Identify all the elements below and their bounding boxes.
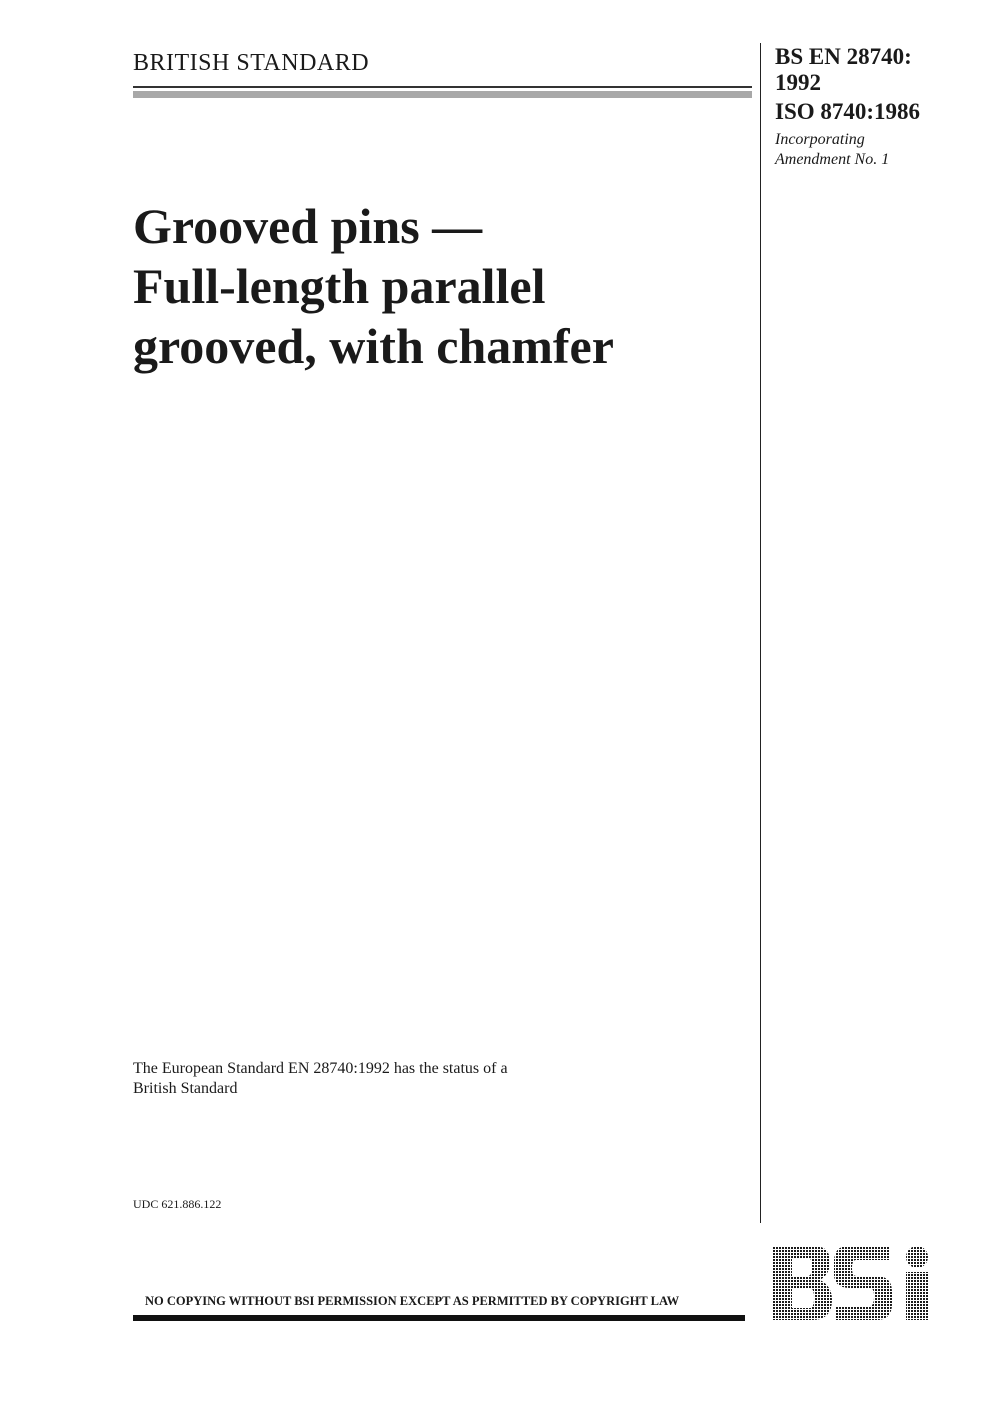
bsi-logo-icon (770, 1244, 946, 1322)
document-title (133, 196, 753, 376)
udc-code: UDC 621.886.122 (133, 1197, 222, 1211)
footer-rule (133, 1315, 745, 1321)
status-note-line2: British Standard (133, 1080, 238, 1097)
standard-ref-line2: 1992 (775, 70, 821, 95)
title-line2: Full-length parallel (133, 258, 546, 314)
standard-reference (775, 44, 912, 96)
title-line1: Grooved pins — (133, 198, 483, 254)
series-label: BRITISH STANDARD (133, 50, 370, 76)
status-note-line1: The European Standard EN 28740:1992 has the status of a (133, 1060, 508, 1077)
header-rule-thin (133, 86, 752, 88)
status-note (133, 1059, 633, 1099)
iso-reference: ISO 8740:1986 (775, 99, 921, 124)
title-line3: grooved, with chamfer (133, 318, 614, 374)
amendment-line2: Amendment No. 1 (775, 151, 890, 168)
amendment-line1: Incorporating (775, 131, 865, 148)
amendment-note (775, 130, 889, 170)
copyright-notice: NO COPYING WITHOUT BSI PERMISSION EXCEPT AS PERMITTED BY COPYRIGHT LAW (145, 1294, 680, 1308)
column-divider (760, 43, 761, 1223)
standard-ref-line1: BS EN 28740: (775, 44, 912, 69)
header-rule-thick (133, 91, 752, 98)
